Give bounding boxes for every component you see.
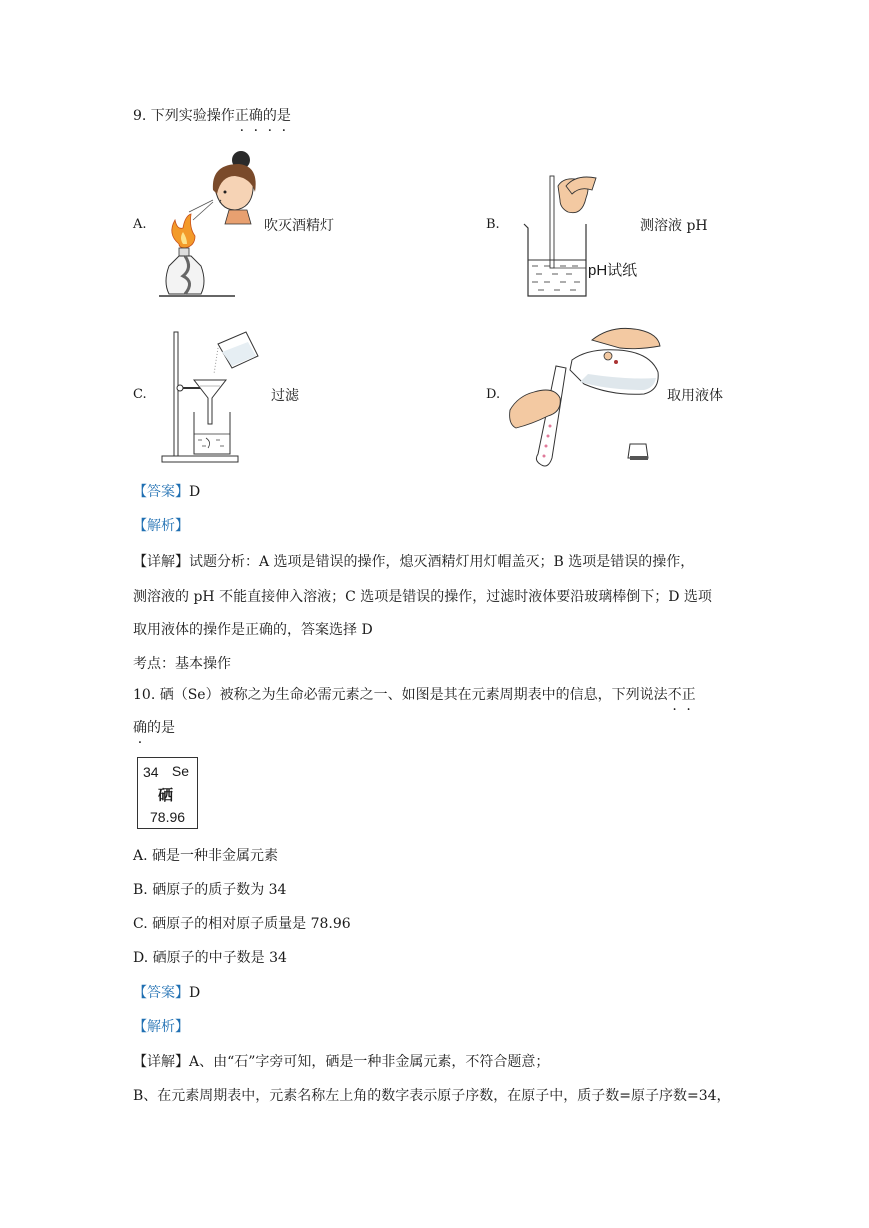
pour-liquid-figure xyxy=(508,320,664,464)
q10-option-c: C. 硒原子的相对原子质量是 78.96 xyxy=(133,916,351,932)
emphasis-char: 正 xyxy=(681,687,696,703)
q10-stem-line-1: 10. 硒（Se）被称之为生命必需元素之一、如图是其在元素周期表中的信息，下列说法不正 xyxy=(133,687,696,703)
detail-label: 【详解】 xyxy=(133,554,189,570)
answer-value: D xyxy=(189,985,201,1001)
q9-stem xyxy=(133,106,291,126)
option-c-letter: C. xyxy=(133,387,147,402)
q10-detail-line-1: 【详解】A、由“石”字旁可知，硒是一种非金属元素，不符合题意； xyxy=(133,1054,550,1070)
answer-value: D xyxy=(189,484,201,500)
periodic-element-card xyxy=(137,757,198,829)
q10-stem-line-2: 确的是 xyxy=(133,720,175,736)
element-symbol: Se xyxy=(171,763,189,779)
q9-stem-prefix: 9. 下列实验操作 xyxy=(133,108,235,124)
q9-detail-line-1: 【详解】试题分析：A 选项是错误的操作，熄灭酒精灯用灯帽盖灭；B 选项是错误的操作， xyxy=(133,554,695,570)
emphasis-char: 是 xyxy=(276,108,291,124)
q9-detail-line-3: 取用液体的操作是正确的，答案选择 D xyxy=(133,622,373,638)
emphasis-char: 不 xyxy=(667,687,682,703)
option-c-caption: 过滤 xyxy=(271,388,299,404)
atomic-mass: 78.96 xyxy=(150,809,186,825)
ph-paper-label: pH试纸 xyxy=(588,262,638,279)
q9-analysis-label: 【解析】 xyxy=(133,518,189,534)
atomic-number: 34 xyxy=(143,764,159,780)
q10-option-d: D. 硒原子的中子数是 34 xyxy=(133,950,287,966)
detail-label: 【详解】 xyxy=(133,1054,189,1070)
q10-analysis-label: 【解析】 xyxy=(133,1019,189,1035)
q10-option-b: B. 硒原子的质子数为 34 xyxy=(133,882,287,898)
emphasis-char: 确 xyxy=(133,720,147,736)
blow-out-lamp-figure xyxy=(155,148,265,300)
option-d-letter: D. xyxy=(486,387,501,402)
emphasis-char: 的 xyxy=(262,108,277,124)
option-a-letter: A. xyxy=(133,217,147,232)
emphasis-char: 正 xyxy=(234,108,249,124)
option-d-caption: 取用液体 xyxy=(667,388,723,404)
q10-detail-line-2: B、在元素周期表中，元素名称左上角的数字表示原子序数，在原子中，质子数=原子序数=34， xyxy=(133,1088,731,1104)
filtration-figure xyxy=(160,326,262,464)
q9-answer xyxy=(133,482,200,502)
q10-answer xyxy=(133,983,200,1003)
option-a-caption: 吹灭酒精灯 xyxy=(264,218,334,234)
answer-label: 【答案】 xyxy=(133,484,189,500)
element-name: 硒 xyxy=(158,786,174,804)
option-b-caption: 测溶液 pH xyxy=(640,218,708,234)
q9-detail-line-2: 测溶液的 pH 不能直接伸入溶液；C 选项是错误的操作，过滤时液体要沿玻璃棒倒下；D 选项 xyxy=(133,589,712,605)
q9-kaodian: 考点：基本操作 xyxy=(133,656,231,672)
emphasis-char: 确 xyxy=(248,108,263,124)
option-b-letter: B. xyxy=(486,217,500,232)
q10-option-a: A. 硒是一种非金属元素 xyxy=(133,848,279,864)
answer-label: 【答案】 xyxy=(133,985,189,1001)
